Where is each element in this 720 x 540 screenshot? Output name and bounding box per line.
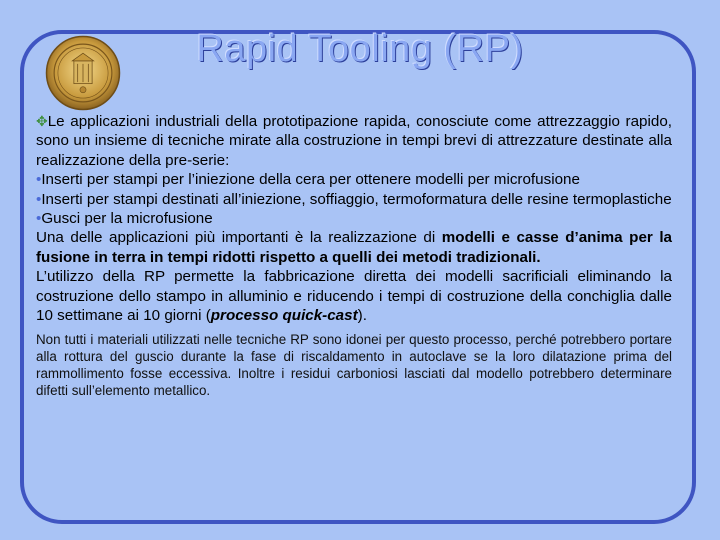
note-paragraph: Non tutti i materiali utilizzati nelle tecniche RP sono idonei per questo processo, perché potrebbero portare alla rottura del guscio durante la fase di riscaldamento in autoclave se la loro dilatazione prima del rammollimento fosse eccessiva. Inoltre i residui carboniosi lasciati dal modello potrebbero determinare difetti sull’elemento metallico. — [36, 332, 672, 399]
bullet-item: •Inserti per stampi destinati all’iniezione, soffiaggio, termoformatura delle resine termoplastiche — [36, 190, 672, 208]
casting-paragraph: Una delle applicazioni più importanti è la realizzazione di modelli e casse d’anima per la fusione in terra in tempi ridotti rispetto a quelli dei metodi tradizionali. — [36, 229, 672, 266]
bullet-dot-icon: • — [36, 190, 42, 208]
bullet-dot-icon: • — [36, 210, 42, 228]
diamond-bullet-icon: ✥ — [36, 113, 48, 129]
rp-paragraph: L’utilizzo della RP permette la fabbricazione diretta dei modelli sacrificiali eliminando la costruzione dello stampo in alluminio e riducendo i tempi di costruzione della conchiglia dalle 10 settimane ai 10 giorni (processo quick-cast). — [36, 268, 672, 325]
slide-content — [36, 112, 672, 399]
intro-paragraph: ✥Le applicazioni industriali della prototipazione rapida, conosciute come attrezzaggio rapido, sono un insieme di tecniche mirate alla costruzione in tempi brevi di attrezzature destinate alla realizzazione della pre-serie: — [36, 113, 672, 169]
bullet-item: •Inserti per stampi per l’iniezione della cera per ottenere modelli per microfusione — [36, 171, 580, 189]
slide-title: Rapid Tooling (RP) — [196, 28, 524, 70]
bullet-item: •Gusci per la microfusione — [36, 210, 213, 228]
bullet-dot-icon: • — [36, 171, 42, 189]
